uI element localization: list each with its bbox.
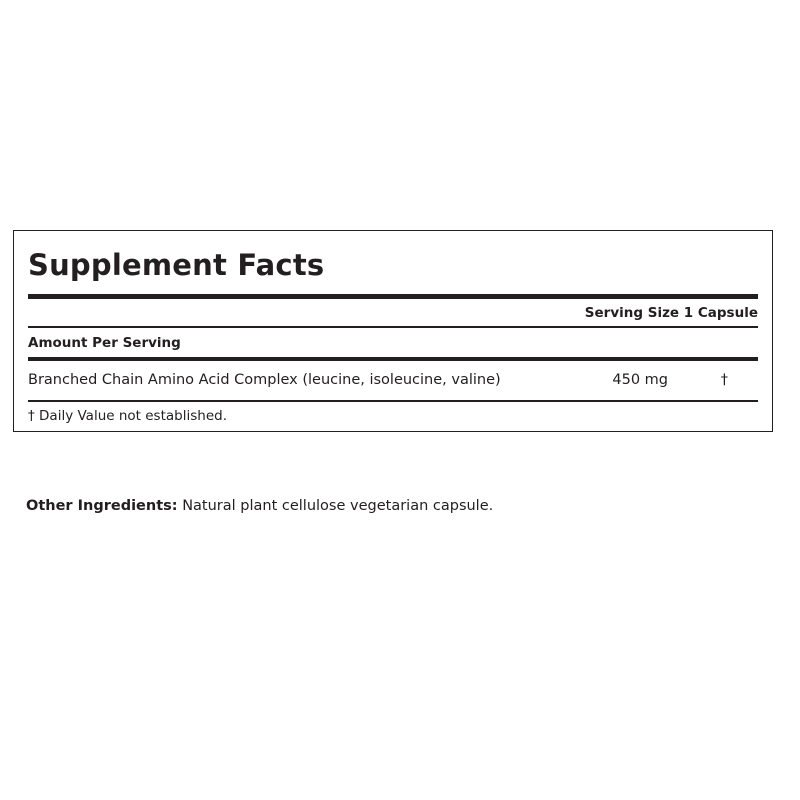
other-ingredients-label: Other Ingredients: (26, 498, 178, 514)
nutrient-daily-value: † (720, 371, 728, 388)
amount-per-serving-header: Amount Per Serving (28, 334, 181, 351)
nutrient-name: Branched Chain Amino Acid Complex (leucine, isoleucine, valine) (28, 371, 501, 388)
serving-size-text: Serving Size 1 Capsule (584, 305, 758, 321)
nutrient-amount: 450 mg (612, 371, 668, 388)
panel-title: Supplement Facts (28, 248, 325, 282)
daily-value-footnote: † Daily Value not established. (28, 407, 227, 424)
other-ingredients-line (26, 497, 493, 516)
other-ingredients-value: Natural plant cellulose vegetarian capsule. (182, 498, 494, 514)
supplement-facts-panel (13, 230, 773, 432)
table-row (28, 361, 758, 401)
